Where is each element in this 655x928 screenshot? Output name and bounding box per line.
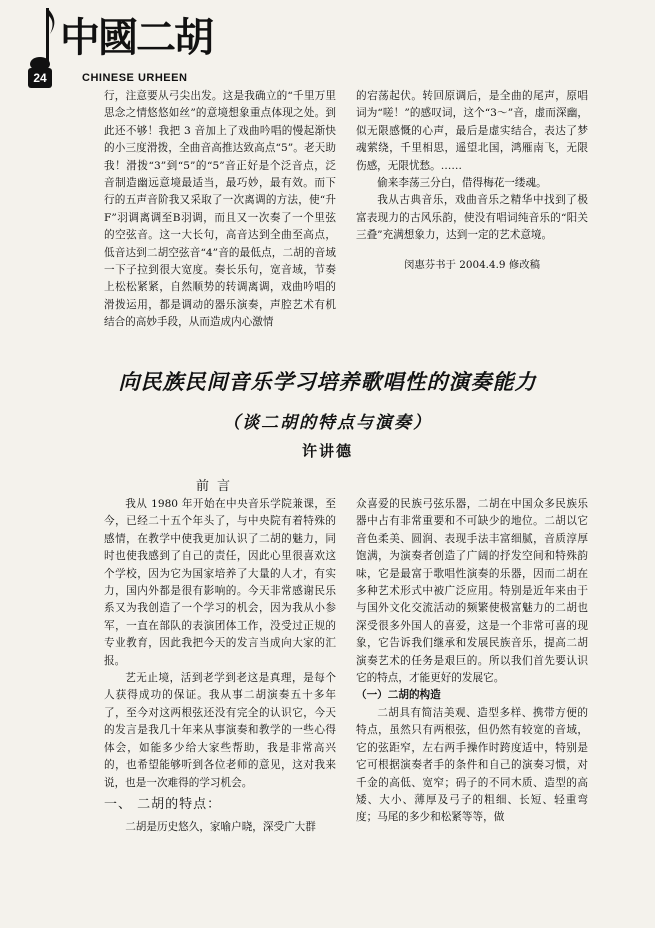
- article-left-column: [104, 496, 336, 837]
- article-subtitle: （谈二胡的特点与演奏）: [223, 413, 432, 433]
- journal-english-title: CHINESE URHEEN: [82, 72, 188, 84]
- journal-header: [22, 6, 222, 86]
- article-title: 向民族民间音乐学习培养歌唱性的演奏能力: [118, 370, 537, 394]
- paragraph: 艺无止境，活到老学到老这是真理，是每个人获得成功的保证。我从事二胡演奏五十多年了，至今对这两根弦还没有完全的认识它，今天的发言是我几十年来从事演奏和教学的一些心得体会，如能多少给大家些帮助，我是非常高兴的，也希望能够听到各位老师的意见，这对我来说，也是一次难得的学习机会。: [104, 672, 336, 789]
- paragraph: 二胡是历史悠久，家喻户晓，深受广大群: [125, 821, 316, 834]
- paragraph: 我从古典音乐，戏曲音乐之精华中找到了极富表现力的古风乐韵，使没有唱词纯音乐的“阳关三叠”充满想象力，达到一定的艺术意境。: [356, 194, 588, 242]
- section-heading: 一、 二胡的特点：: [104, 796, 222, 812]
- previous-article-left-column: [104, 88, 336, 332]
- paragraph: 的宕荡起伏。转回原调后，是全曲的尾声，原唱词为“嗟！”的感叹词，这个“3～”音，虚而深幽，似无限感慨的心声，最后是虚实结合，表达了梦魂萦绕，千里相思，遥望北国，鸿雁南飞，无限伤感，无限忧愁。……: [356, 90, 588, 172]
- page-number: 24: [28, 68, 52, 88]
- journal-logo-text: 中國二胡: [60, 14, 212, 61]
- article-author: 许讲德: [301, 442, 353, 460]
- preface-heading: 前言: [196, 479, 239, 494]
- author-signature: 闵惠芬书于 2004.4.9 修改稿: [403, 258, 540, 271]
- article-right-column: [356, 496, 588, 827]
- paragraph: 二胡具有简洁美观、造型多样、携带方便的特点，虽然只有两根弦，但仍然有较宽的音域，它的弦距窄，左右两手操作时跨度适中，特别是它可根据演奏者手的条件和自己的演奏习惯，对千金的高低、宽窄；码子的不同木质、造型的高矮、大小、薄厚及弓子的粗细、长短、轻重弯度；马尾的多少和松紧等等，做: [356, 706, 588, 824]
- previous-article-right-column: [356, 88, 588, 274]
- paragraph: 我从 1980 年开始在中央音乐学院兼课，至今，已经二十五个年头了，与中央院有着特殊的感情，在教学中使我更加认识了二胡的魅力，同时也使我感到了自己的责任，因此心里很喜欢这个学校，因为它为国家培养了大量的人才，有实力，国内外都是很有影响的。今天非常感谢民乐系又为我创造了一个学习的机会，因为我从小参军，一直在部队的表演团体工作，没受过正规的专业教育，因此我把今天的发言当成向大家的汇报。: [104, 498, 336, 667]
- paragraph: 行，注意要从弓尖出发。这是我确立的“千里万里思念之情悠悠如丝”的意境想象重点体现之处。到此还不够！我把 3 音加上了戏曲吟唱的慢起渐快的小三度滑拨，全曲音高推达致高点“5”。老天助我！滑拨“3”到“5”的“5”音正好是个泛音点，泛音制造幽远意境最适当，最巧妙，最有效。而下行的五声音阶我又采取了一次离调的方法，使“升F”羽调离调至B羽调，而且又一次奏了一个里弦的空弦音。这一大长句，高音达到全曲至高点，低音达到二胡空弦音“4”音的最低点，二胡的音域一下子拉到很大宽度。奏长乐句，宽音域，节奏上松松紧紧，自然顺势的转调离调，戏曲吟唱的滑拨运用，都是调动的器乐演奏，声腔艺术有机结合的高妙手段，从而造成内心激情: [104, 90, 336, 329]
- paragraph: 偷来李荡三分白，借得梅花一缕魂。: [377, 177, 547, 190]
- subsection-heading: （一）二胡的构造: [356, 689, 441, 702]
- paragraph: 众喜爱的民族弓弦乐器，二胡在中国众多民族乐器中占有非常重要和不可缺少的地位。二胡以它音色柔美、圆润、表现手法丰富细腻，音质淳厚饱满，为演奏者创造了广阔的抒发空间和特殊韵味，它是最富于歌唱性演奏的乐器，因而二胡在多种艺术形式中被广泛应用。特别是近年来由于与国外文化交流活动的频繁使极富魅力的二胡也深受很多外国人的喜爱，这是一个非常可喜的现象，它告诉我们继承和发展民族音乐，提高二胡演奏艺术的任务是艰巨的。所以我们首先要认识它的特点，才能更好的发展它。: [356, 498, 588, 685]
